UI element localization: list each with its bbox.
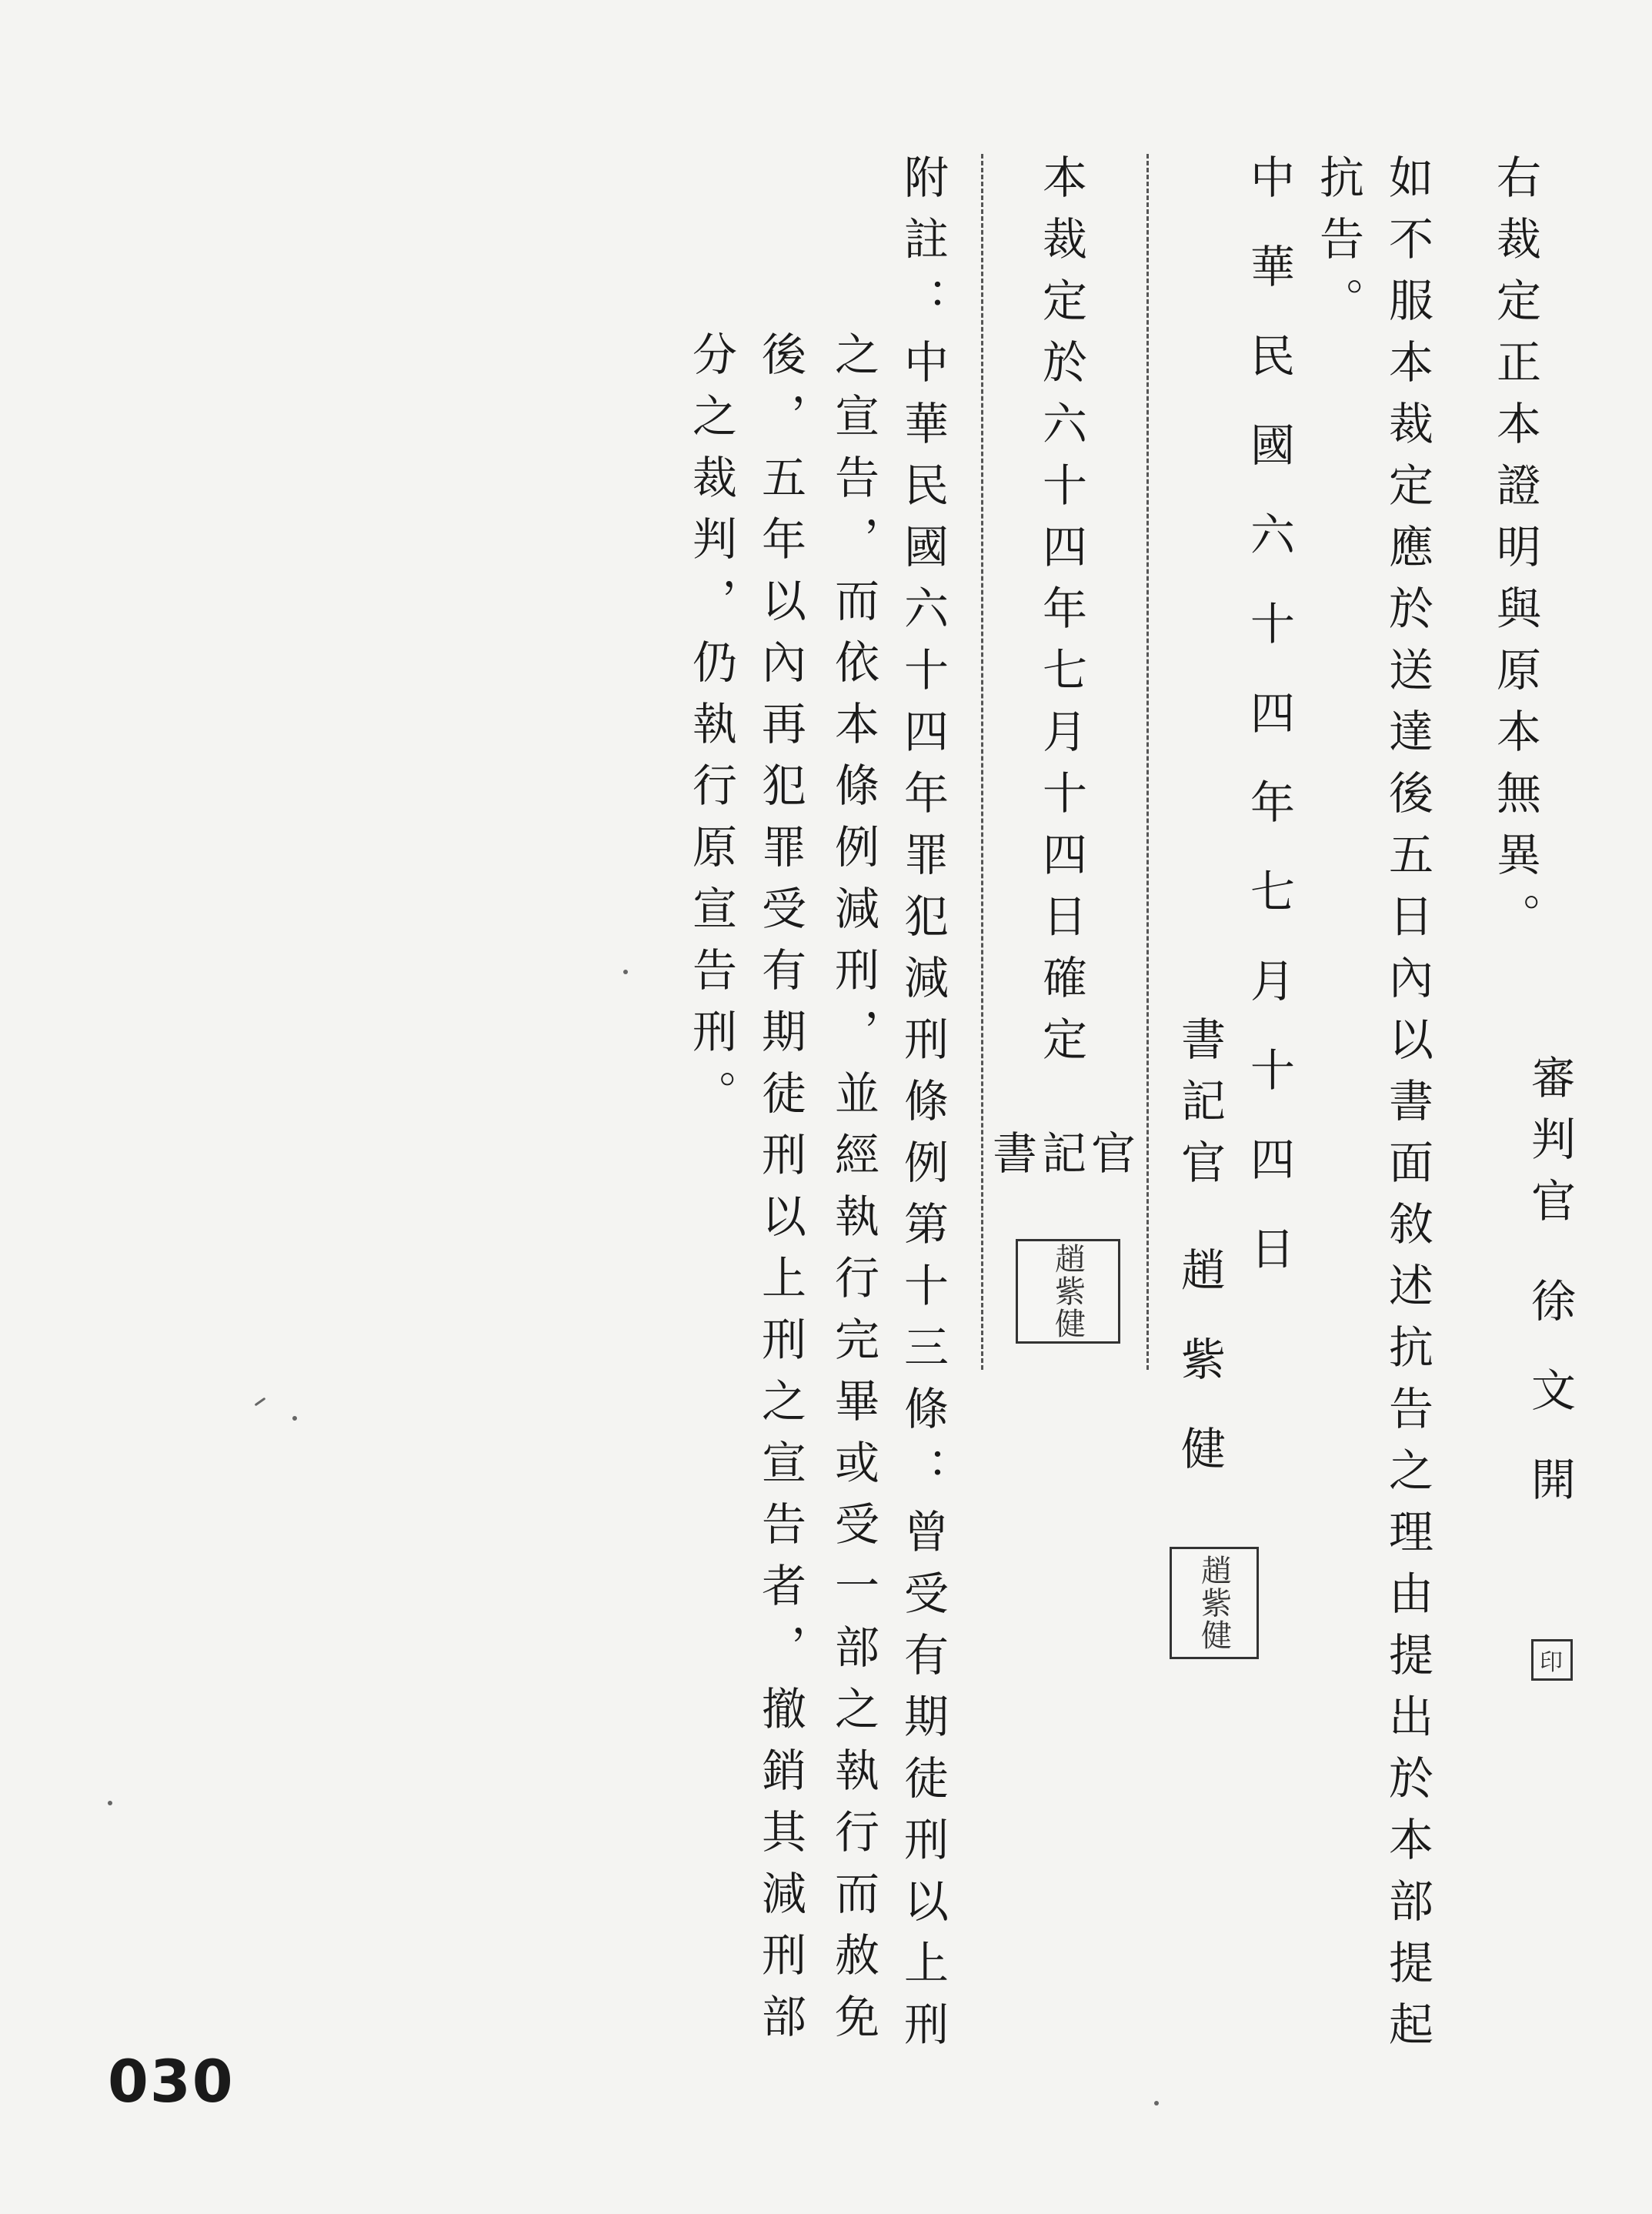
clerk-title: 書記官 <box>1173 1016 1226 1201</box>
judge-name: 徐文開 <box>1524 1277 1576 1545</box>
note-column-2: 之宣告，而依本條例減刑，並經執行完畢或受一部之執行而赦免 <box>827 331 879 2055</box>
clerk-seal-text: 趙紫健 <box>1196 1554 1232 1651</box>
confirmation-seal-text: 趙紫健 <box>1050 1243 1086 1340</box>
confirmation-clerk-title: 書記官 <box>993 1127 1141 1180</box>
text-column-2: 如不服本裁定應於送達後五日內以書面敘述抗告之理由提出於本部提起 <box>1381 154 1433 2062</box>
page-number: 030 <box>108 2047 235 2115</box>
date-line: 中 華 民 國 六 十 四 年 七 月 十 四 日 <box>1243 154 1295 1270</box>
note-column-4: 分之裁判，仍執行原宣告刑。 <box>685 331 737 1131</box>
scan-speck <box>1154 2101 1159 2105</box>
note-column-1: 附註：中華民國六十四年罪犯減刑條例第十三條：曾受有期徒刑以上刑 <box>896 154 949 2062</box>
confirmation-text: 本裁定於六十四年七月十四日確定 <box>1035 154 1087 1077</box>
scan-speck <box>623 970 628 974</box>
dashed-divider-left <box>981 154 983 1370</box>
judge-seal-stamp <box>1531 1639 1573 1681</box>
clerk-name: 趙紫健 <box>1173 1247 1226 1514</box>
dashed-divider-right <box>1146 154 1149 1370</box>
judge-title: 審判官 <box>1524 1054 1576 1239</box>
clerk-seal-stamp <box>1170 1547 1259 1659</box>
judge-seal-text: 印 <box>1540 1649 1564 1676</box>
scan-speck <box>255 1398 266 1407</box>
scan-speck <box>292 1416 297 1421</box>
text-column-1: 右裁定正本證明與原本無異。 <box>1489 154 1541 954</box>
confirmation-seal-stamp <box>1016 1239 1120 1344</box>
note-column-3: 後，五年以內再犯罪受有期徒刑以上刑之宣告者，撤銷其減刑部 <box>754 331 806 2055</box>
scan-speck <box>108 1801 112 1805</box>
text-column-3: 抗告。 <box>1312 154 1364 339</box>
